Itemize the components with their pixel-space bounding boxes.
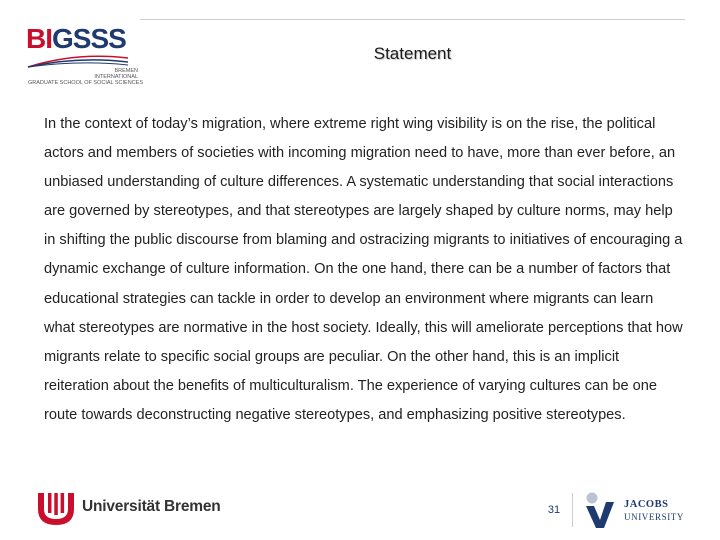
jacobs-university-logo (582, 490, 692, 530)
uni-bremen-emblem-icon (36, 493, 76, 527)
bigsss-tagline-1: BREMEN (114, 68, 138, 74)
bigsss-tagline-3: GRADUATE SCHOOL OF SOCIAL SCIENCES (28, 80, 144, 86)
footer-divider (572, 493, 573, 527)
bigsss-swoosh-icon (26, 54, 130, 68)
jacobs-name: JACOBS (624, 499, 669, 510)
header-rule (140, 19, 685, 20)
bigsss-logo (26, 23, 144, 86)
universitaet-bremen-logo (36, 493, 226, 527)
jacobs-subtitle: UNIVERSITY (624, 512, 684, 522)
page-number: 31 (547, 504, 561, 516)
bigsss-wordmark-blue: GSSS (52, 23, 126, 54)
statement-paragraph: In the context of today’s migration, where extreme right wing visibility is on the rise, the political actors and members of societies with incoming migration need to have, more than ever before, an unbiased understanding of culture differences. A systematic understanding that social interactions are governed by stereotypes, and that stereotypes are largely shaped by culture norms, may help in shifting the public discourse from blaming and ostracizing migrants to initiatives of encouraging a dynamic exchange of culture information. On the one hand, there can be a number of factors that educational strategies can tackle in order to develop an environment where migrants can learn what stereotypes are normative in the host society. Ideally, this will ameliorate perceptions that how migrants relate to specific social groups are peculiar. On the other hand, this is an implicit reiteration about the benefits of multiculturalism. The experience of varying cultures can be one route towards deconstructing negative stereotypes, and emphasizing positive stereotypes. (44, 116, 683, 423)
bigsss-wordmark-red: BI (26, 23, 52, 54)
bigsss-wordmark (26, 24, 126, 54)
jacobs-emblem-icon (582, 490, 622, 530)
bigsss-tagline-2: INTERNATIONAL (94, 74, 138, 80)
university-name: Universität Bremen (82, 498, 221, 515)
page-title: Statement (373, 44, 452, 63)
